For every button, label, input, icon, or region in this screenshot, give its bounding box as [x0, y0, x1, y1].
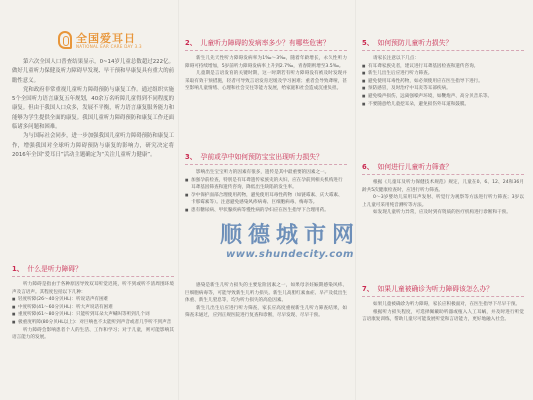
logo — [58, 30, 140, 52]
list-item: ■ 轻度听障(26～40分贝HL)：听说话声有困难 — [12, 296, 174, 304]
list-item: ■ 中度听障(41～60分贝HL)：听大声说话有困难 — [12, 304, 174, 312]
body-paragraph: 如果儿童被确诊为听力障碍，家长应积极面对，在医生指导下尽早干预。 — [373, 302, 521, 307]
intro-paragraph: 为与国际社会同步，进一步加强我国儿童听力障碍预防和康复工作，增强我国对全球听力障碍预防与康复的影响力，研究决定将2016年全国“爱耳日”活动主题确定为“关注儿童听力健康”。 — [12, 133, 174, 158]
section-1 — [12, 262, 174, 342]
list-item: ■ 患有糖尿病、甲状腺疾病等慢性病的孕妇应在医生指导下合理用药。 — [185, 207, 347, 215]
body-paragraph: 0～3岁婴幼儿采用耳声发射、听觉行为观察等方法进行听力筛查；3岁以上儿童可采用纯音测听等方法。 — [362, 195, 524, 208]
section-divider — [185, 50, 347, 51]
section-4 — [185, 282, 347, 320]
body-paragraph: 根据《儿童耳及听力保健技术规范》规定，儿童在0、6、12、24和36月龄共5次健康检查时，应进行听力筛查。 — [362, 180, 524, 193]
list-item: ■ 预防感冒，及时治疗中耳炎等耳部疾病。 — [362, 85, 524, 93]
section-title: 如果儿童被确诊为听力障碍该怎么办？ — [377, 285, 494, 293]
section-5 — [362, 36, 524, 108]
section-2 — [185, 36, 347, 93]
section-number: 6、 — [362, 163, 374, 171]
list-item: ■ 极重度听障(80分贝HL以上)：对巨响也不太能听到声音或者几乎听不到声音 — [12, 319, 174, 327]
body-paragraph: 新生儿出生后应进行听力筛查，家长应高度重视新生儿听力筛查结果，如筛查未通过，应到正规医院进行复查和诊断，尽早发现、尽早干预。 — [185, 305, 347, 319]
intro-paragraph: 党和政府非常重视儿童听力障碍预防与康复工作。通过组织实施5个全国听力语言康复五年规划，40余万名听障儿童得到不同程度的康复。但由于我国人口众多，发展不平衡，听力语言康复服务能力和能够为学生提供全面的康复。我国儿童听力障碍预防和康复工作还面临诸多问题和困难。 — [12, 86, 174, 131]
section-6 — [362, 160, 524, 217]
section-number: 1、 — [12, 265, 24, 273]
body-paragraph: 感染是新生儿听力损失的主要危险因素之一，如果母亲妊娠期感染风疹、巨细胞病毒等，可能导致新生儿听力损失。新生儿高胆红素血症、早产及低出生体重、新生儿窒息等，均为听力损失的高危因素。 — [185, 283, 347, 304]
body-paragraph: 儿童期是言语发育的关键时期，这一时期若有听力障碍没有被及时发现并采取有效干预措施，轻者可导致言语发育迟缓及学习困难；重者会导致聋哑，甚至影响儿童情绪、心理和社会交往等能力发展，给家庭和社会造成沉重负担。 — [185, 71, 347, 92]
list-item: ■ 有耳聋家族史者，建议进行耳聋基因检查和遗传咨询。 — [362, 63, 524, 71]
column-1 — [12, 58, 174, 160]
logo-title: 全国爱耳日 — [76, 32, 136, 45]
section-heading-5 — [362, 36, 524, 48]
list-item: ■ 加强孕前检查，特别是有耳聋遗传家族史的夫妇，应在孕前到相关机构进行耳聋基因筛查和遗传咨询，降低出生缺陷的发生率。 — [185, 177, 347, 192]
section-title: 如何进行儿童听力筛查？ — [377, 163, 453, 171]
section-title: 孕前或孕中如何预防宝宝出现听力损失？ — [200, 153, 323, 161]
list-item: ■ 不要随意给儿童挖耳朵，避免损伤外耳道和鼓膜。 — [362, 101, 524, 109]
section-number: 2、 — [185, 39, 197, 47]
section-heading-2 — [185, 36, 347, 48]
body-paragraph: 听力障碍是指由于各种原因导致双耳听觉迟钝，听不到或听不清周围环境声及言语声。其程度包括以下几种： — [12, 282, 174, 295]
section-title: 儿童听力障碍的发病率多少？有哪些危害？ — [200, 39, 330, 47]
watermark — [205, 218, 375, 260]
section-heading-7 — [362, 282, 524, 294]
page-fold-left — [178, 0, 179, 400]
page-fold-right — [355, 0, 356, 400]
section-heading-1 — [12, 262, 174, 274]
section-divider — [362, 296, 524, 297]
list-item: ■ 避免噪声损伤，远离强噪声环境，如鞭炮声、高分贝音乐等。 — [362, 93, 524, 101]
body-paragraph: 新生儿先天性听力障碍发病率为1‰～3‰，随着年龄增长，永久性听力障碍可持续增加，5岁前听力障碍发病率上升到2.7‰，青春期则增至3.5‰。 — [185, 56, 347, 69]
section-7 — [362, 282, 524, 324]
body-paragraph: 请家长注意以下几点： — [373, 56, 419, 61]
body-paragraph: 影响出生宝宝听力的因素有很多，遗传是其中最重要的因素之一。 — [196, 170, 330, 175]
section-number: 7、 — [362, 285, 374, 293]
logo-subtitle: NATIONAL EAR CARE DAY 3.3 — [76, 44, 142, 49]
list-item: ■ 重度听障(61～80分贝HL)：只能听到耳朵大声喊叫等听到几个词 — [12, 311, 174, 319]
section-heading-3 — [185, 150, 347, 162]
intro-paragraph: 第六次全国人口普查结果显示，0~14岁儿童总数超过222亿。做好儿童听力保健及听力障碍早发现、早干预和早康复具有重大的前瞻性意义。 — [12, 59, 174, 84]
section-title: 什么是听力障碍？ — [27, 265, 82, 273]
section-3 — [185, 150, 347, 215]
section-heading-6 — [362, 160, 524, 172]
section-divider — [362, 174, 524, 175]
list-item: ■ 孕中保护面部合理使用药物，避免使用耳毒性药物（如链霉素、庆大霉素、卡那霉素等）。注意避免感染风疹病毒、巨细胞病毒、梅毒等。 — [185, 192, 347, 207]
list-item: ■ 避免使用耳毒性药物，如必须使用应在医生指导下进行。 — [362, 78, 524, 86]
list-item: ■ 新生儿出生后应进行听力筛查。 — [362, 70, 524, 78]
watermark-url: www.shundecity.com — [226, 249, 354, 260]
watermark-text: 顺德城市网 — [219, 223, 360, 248]
ear-icon — [58, 31, 72, 49]
body-paragraph: 如发现儿童听力异常，应及时到有资质的医疗机构进行诊断和干预。 — [373, 210, 511, 216]
section-divider — [362, 50, 524, 51]
body-paragraph: 听力障碍会影响患者个人的生活、工作和学习；对于儿童，则可能影响其语言能力的发展。 — [12, 327, 174, 341]
section-number: 3、 — [185, 153, 197, 161]
section-divider — [12, 276, 174, 277]
body-paragraph: 根据听力损失程度，可选择佩戴助听器或植入人工耳蜗，并及时进行听觉言语康复训练，帮助儿童尽可能发展听觉和言语能力，更好地融入社会。 — [362, 309, 524, 323]
section-title: 如何预防儿童听力损失？ — [377, 39, 453, 47]
section-number: 5、 — [362, 39, 374, 47]
section-divider — [185, 164, 347, 165]
